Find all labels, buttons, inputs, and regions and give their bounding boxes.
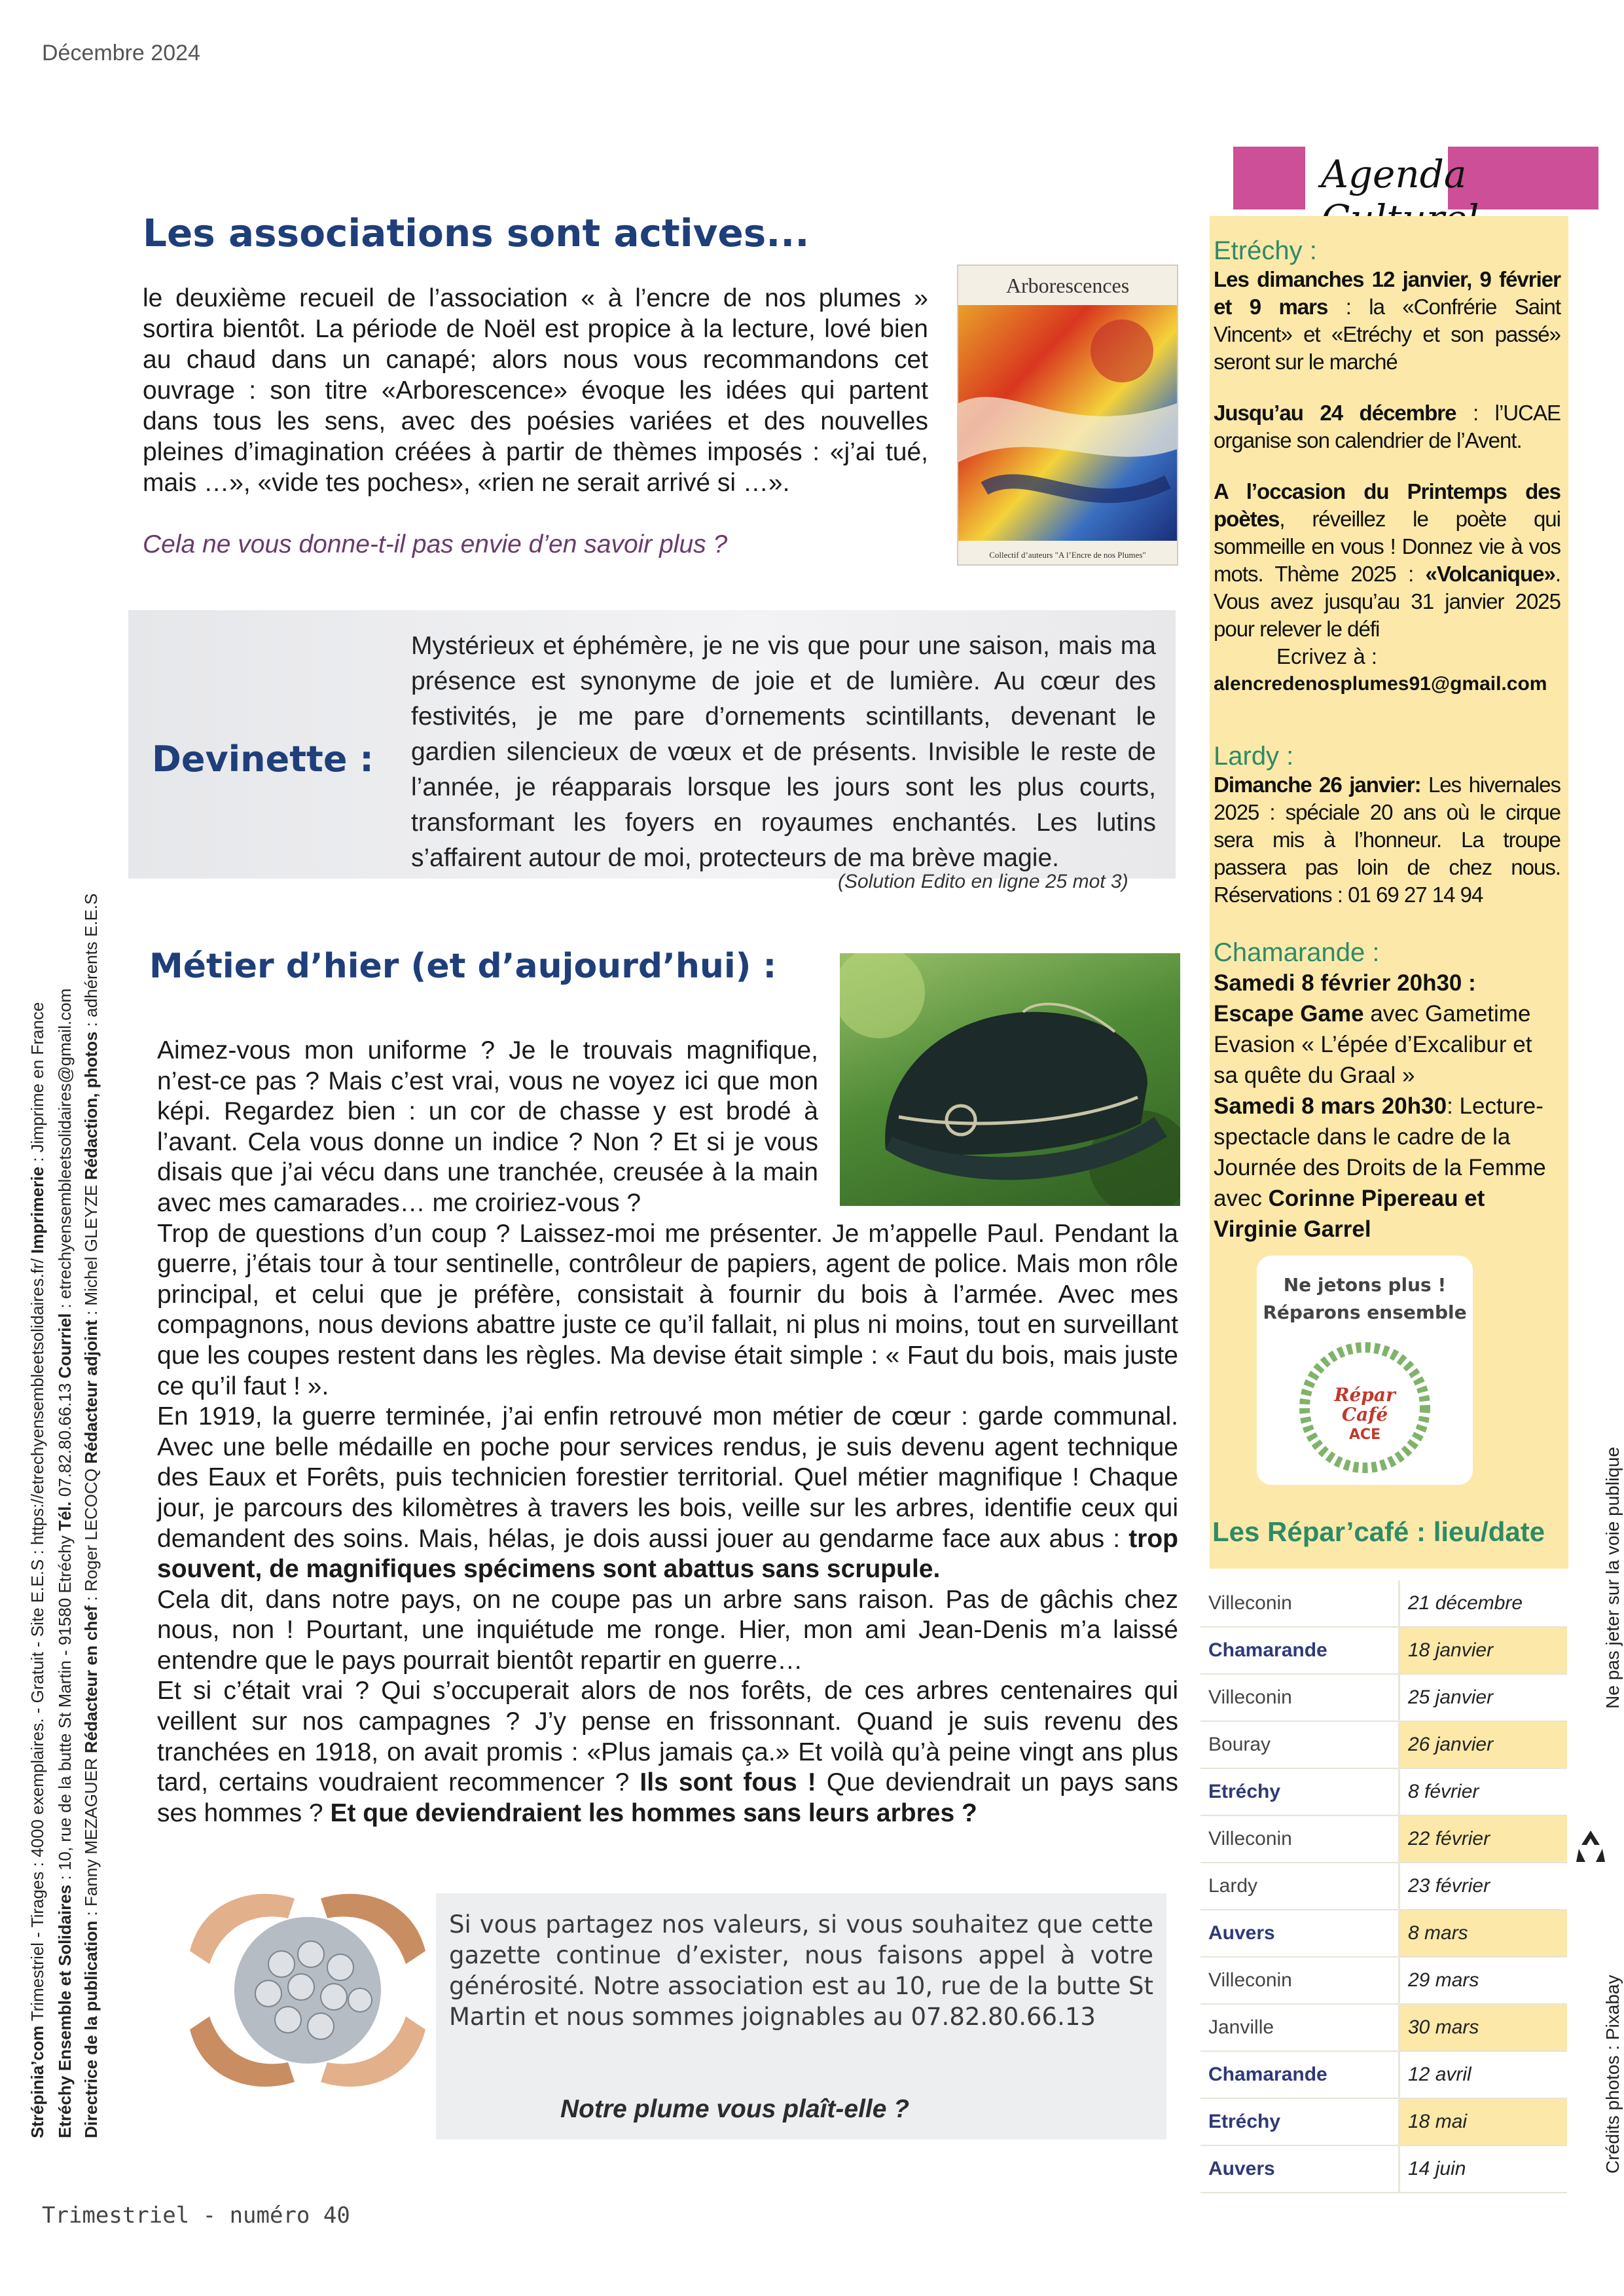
globe-hands-icon (177, 1872, 439, 2108)
repair-cafe-date: 12 avril (1399, 2051, 1568, 2098)
agenda-theme: «Volcanique» (1425, 562, 1555, 586)
agenda-write-label: Ecrivez à : (1276, 644, 1378, 668)
agenda-event-lardy (1214, 771, 1561, 909)
agenda-event-chamarande-2 (1214, 1091, 1561, 1245)
agenda-heading: Agenda (1321, 152, 1467, 196)
book-caption: Collectif d’auteurs "A l’Encre de nos Plumes" (989, 550, 1146, 560)
associations-title: Les associations sont actives... (143, 211, 810, 255)
imprint-brand: Strépinia’com (27, 2026, 47, 2138)
agenda-event-date: A l’occasion du Printemps des poètes (1214, 479, 1561, 531)
repair-cafe-row (1200, 1627, 1567, 1674)
agenda-etrechy (1214, 237, 1561, 698)
repair-cafe-place: Janville (1200, 2004, 1399, 2051)
imprint-info: : Fanny MEZAGUER (81, 1753, 101, 1921)
svg-text:Café: Café (1341, 1404, 1388, 1425)
imprint-info: : 10, rue de la butte St Martin - 91580 Etréchy (55, 1531, 75, 1885)
devinette-text: Mystérieux et éphémère, je ne vis que pour une saison, mais ma présence est synonyme de joie et de lumière. Au cœur des festivités, je me pare d’ornements scintillants, devenant le gardien silencieux de vœux et de présents. Invisible le reste de l’année, je réapparais lorsque les jours sont les plus courts, transformant les foyers en royaumes enchantés. Les lutins s’affairent autour de moi, protecteurs de ma brève magie. (411, 632, 1156, 872)
metier-p5-text-2: Que deviendrait un pays sans ses hommes ? (157, 1768, 1179, 1827)
metier-title: Métier d’hier (et d’aujourd’hui) : (149, 947, 777, 986)
repair-cafe-place: Villeconin (1200, 1957, 1399, 2004)
metier-paragraph-3 (157, 1402, 1178, 1585)
repair-cafe-row (1200, 1910, 1567, 1957)
footer-issue: Trimestriel - numéro 40 (42, 2202, 350, 2229)
side-public-notice: Ne pas jeter sur la voie publique (1602, 1446, 1623, 1709)
imprint-label: Courriel (55, 1313, 75, 1379)
agenda-event-date: Dimanche 26 janvier: (1214, 773, 1421, 797)
imprint-label: Tél. (55, 1501, 75, 1531)
imprint-line-3 (81, 894, 101, 2138)
imprint-label: Directrice de la publication (81, 1920, 101, 2138)
svg-text:ACE: ACE (1348, 1427, 1381, 1443)
agenda-event-3 (1214, 478, 1561, 643)
badge-line-1: Ne jetons plus ! (1283, 1274, 1447, 1296)
photo-credits: Crédits photos : Pixabay (1602, 1975, 1623, 2174)
devinette-source: (Solution Edito en ligne 25 mot 3) (838, 871, 1128, 892)
repair-cafe-date: 14 juin (1399, 2145, 1568, 2193)
metier-paragraph-4: Cela dit, dans notre pays, on ne coupe pas un arbre sans raison. Pas de gâchis chez nous, non ! Pourtant, une inquiétude me ronge. Hier, mon ami Jean-Denis m’a laissé entendre que le pays pourrait bientôt repartir en guerre… (157, 1585, 1178, 1675)
imprint-info: : Roger LECOCQ (81, 1463, 101, 1606)
agenda-event-text: : l’UCAE organise son calendrier de l’Avent. (1214, 401, 1561, 452)
metier-p3-text: En 1919, la guerre terminée, j’ai enfin retrouvé mon métier de cœur : garde communal. Avec une belle médaille en poche pour services rendus, je suis devenu agent technique des Eaux et Forêts, puis technicien forestier territorial. Quel métier magnifique ! Chaque jour, je parcours des kilomètres à travers les bois, veille sur les arbres, identifie ceux qui demandent des soins. Mais, hélas, je dois aussi jouer au gendarme face aux abus : (157, 1402, 1178, 1553)
associations-text: le deuxième recueil de l’association « à l’encre de nos plumes » sortira bientôt. La période de Noël est propice à la lecture, lové bien au chaud dans un canapé; alors nous vous recommandons cet ouvrage : son titre «Arborescence» évoque les idées qui partent dans tous les sens, avec des poésies variées et des nouvelles pleines d’imagination créées à partir de thèmes imposés : «j’ai tué, mais …», «vide tes poches», «rien ne serait arrivé si …». (143, 284, 928, 497)
hands-globe-image (177, 1872, 439, 2108)
imprint-info: : Michel GLEYZE (81, 1180, 101, 1321)
metier-article (157, 1036, 1178, 1829)
repair-cafe-row (1200, 1580, 1567, 1627)
repair-cafe-row (1200, 1768, 1567, 1815)
imprint-label: Etréchy Ensemble et Solidaires (55, 1884, 75, 2138)
repair-cafe-place: Bouray (1200, 1721, 1399, 1768)
agenda-city-etrechy: Etréchy : (1214, 236, 1317, 265)
repair-cafe-row (1200, 2051, 1567, 2098)
agenda-event-date: Les dimanches 12 janvier, 9 février et 9 mars (1214, 267, 1561, 319)
agenda-header-block (1233, 147, 1305, 210)
agenda-event-2 (1214, 399, 1561, 454)
repair-cafe-place: Etréchy (1200, 2098, 1399, 2145)
repair-cafe-date: 29 mars (1399, 1957, 1568, 2004)
badge-line-2: Réparons ensemble (1263, 1302, 1467, 1323)
agenda-event-names: Corinne Pipereau et Virginie Garrel (1214, 1186, 1485, 1242)
appeal-question: Notre plume vous plaît-elle ? (560, 2095, 910, 2123)
repair-cafe-badge (1257, 1256, 1473, 1485)
imprint-line-2 (55, 989, 75, 2138)
repair-cafe-row (1200, 1721, 1567, 1768)
imprint-info: 07.82.80.66.13 (55, 1378, 75, 1502)
repair-cafe-place: Villeconin (1200, 1674, 1399, 1721)
metier-paragraph-5 (157, 1676, 1178, 1829)
svg-text:Répar: Répar (1334, 1384, 1396, 1406)
agenda-event-date: Samedi 8 février 20h30 : (1214, 970, 1476, 996)
metier-paragraph-2: Trop de questions d’un coup ? Laissez-moi me présenter. Je m’appelle Paul. Pendant la guerre, j’étais tour à tour sentinelle, contrôleur de papiers, agent de police. Mais mon rôle principal, et celui que je préfère, consistait à fournir du bois à l’armée. Avec mes compagnons, nous devions abattre juste ce qu’il fallait, ni plus ni moins, tout en surveillant que les coupes restent dans les règles. Ma devise était simple : « Faut du bois, mais juste ce qu’il faut ! ». (157, 1219, 1178, 1400)
repair-cafe-date: 18 janvier (1399, 1627, 1568, 1674)
agenda-event-text: : la «Confrérie Saint Vincent» et «Etréchy et son passé» seront sur le marché (1214, 295, 1561, 374)
imprint-label: Rédacteur adjoint (81, 1320, 101, 1464)
imprint-label: Imprimerie (27, 1166, 47, 1254)
agenda-event-text: , réveillez le poète qui sommeille en vous ! Donnez vie à vos mots. Thème 2025 : (1214, 507, 1561, 586)
recycle-icon (1571, 1827, 1610, 1866)
repair-cafe-date: 26 janvier (1399, 1721, 1568, 1768)
book-painting (958, 305, 1177, 541)
imprint-label: Rédacteur en chef (81, 1605, 101, 1753)
repair-cafe-row (1200, 1957, 1567, 2004)
repair-cafe-row (1200, 2004, 1567, 2051)
repair-cafe-date: 21 décembre (1399, 1580, 1568, 1627)
repair-cafe-place: Villeconin (1200, 1815, 1399, 1863)
imprint-label: Rédaction, photos (81, 1031, 101, 1180)
repair-cafe-table (1200, 1580, 1567, 2193)
issue-date: Décembre 2024 (42, 41, 200, 65)
repair-cafe-date: 8 mars (1399, 1910, 1568, 1957)
associations-question: Cela ne vous donne-t-il pas envie d’en savoir plus ? (143, 530, 728, 558)
agenda-event-chamarande-1 (1214, 968, 1561, 1091)
repair-cafe-row (1200, 2098, 1567, 2145)
agenda-event-text: : Lecture-spectacle dans le cadre de la Journée des Droits de la Femme avec (1214, 1093, 1546, 1211)
book-title: Arborescences (1005, 274, 1130, 297)
book-cover-image (957, 264, 1178, 566)
repair-cafe-place: Lardy (1200, 1863, 1399, 1910)
agenda-event-text: avec Gametime Evasion « L’épée d’Excalibur et sa quête du Graal » (1214, 1001, 1532, 1088)
metier-p5-bold-2: Et que deviendraient les hommes sans leurs arbres ? (330, 1798, 977, 1827)
repair-cafe-date: 8 février (1399, 1768, 1568, 1815)
repair-cafe-row (1200, 1815, 1567, 1863)
agenda-event-name: Escape Game (1214, 1001, 1364, 1027)
repair-cafe-row (1200, 1674, 1567, 1721)
agenda-lardy (1214, 742, 1561, 909)
repair-cafe-date: 18 mai (1399, 2098, 1568, 2145)
metier-paragraph-1: Aimez-vous mon uniforme ? Je le trouvais magnifique, n’est-ce pas ? Mais c’est vrai, vous ne voyez ici que mon képi. Regardez bien : un cor de chasse y est brodé à l’avant. Cela vous donne un indice ? Non ? Et si je vous disais que j’ai vécu dans une tranchée, creusée à la main avec mes camarades… me croiriez-vous ? (157, 1036, 818, 1217)
repair-cafe-logo-icon (1257, 1256, 1473, 1485)
repair-cafe-title: Les Répar’café : lieu/date (1212, 1516, 1545, 1547)
repair-cafe-date: 25 janvier (1399, 1674, 1568, 1721)
repair-cafe-place: Villeconin (1200, 1580, 1399, 1627)
repair-cafe-place: Etréchy (1200, 1768, 1399, 1815)
agenda-event-date: Samedi 8 mars 20h30 (1214, 1093, 1447, 1119)
repair-cafe-place: Chamarande (1200, 2051, 1399, 2098)
repair-cafe-row (1200, 1863, 1567, 1910)
imprint-info: : Jimprime en France (27, 1002, 47, 1167)
agenda-city-lardy: Lardy : (1214, 742, 1294, 771)
agenda-city-chamarande: Chamarande : (1214, 938, 1380, 967)
metier-p3-bold: trop souvent, de magnifiques spécimens sont abattus sans scrupule. (157, 1524, 1178, 1584)
repair-cafe-place: Auvers (1200, 1910, 1399, 1957)
devinette-title: Devinette : (152, 738, 374, 780)
metier-p5-text: Et si c’était vrai ? Qui s’occuperait alors de nos forêts, de ces arbres centenaires qui veillent sur nos campagnes ? J’y pense en frissonnant. Quand je suis revenu des tranchées en 1918, on avait promis : «Plus jamais ça.» Et voilà qu’à peine vingt ans plus tard, certains voudraient recommencer ? (157, 1677, 1178, 1797)
agenda-event-text: . Vous avez jusqu’au 31 janvier 2025 pour relever le défi (1214, 562, 1561, 641)
appeal-text: Si vous partagez nos valeurs, si vous souhaitez que cette gazette continue d’exister, nous faisons appel à votre générosité. Notre association est au 10, rue de la butte St Martin et nous sommes joignables au 07.82.80.66.13 (449, 1910, 1153, 2031)
agenda-event-text: Les hivernales 2025 : spéciale 20 ans où le cirque sera mis à l’honneur. La troupe passera pas loin de chez nous. Réservations : 01 69 27 14 94 (1214, 773, 1561, 907)
agenda-event-1 (1214, 266, 1561, 376)
imprint-info: Trimestriel - Tirages : 4000 exemplaires. - Gratuit - Site E.E.S : https://etrechyensembleetsolidaires.fr/ (27, 1253, 47, 2026)
repair-cafe-date: 23 février (1399, 1863, 1568, 1910)
imprint-line-1 (27, 1002, 48, 2138)
imprint-info: : etrechyensembleetsolidaires@gmail.com (55, 988, 75, 1313)
imprint-info: : adhérents E.E.S (81, 893, 101, 1032)
agenda-email: alencredenosplumes91@gmail.com (1214, 673, 1547, 695)
repair-cafe-place: Auvers (1200, 2145, 1399, 2193)
repair-cafe-place: Chamarande (1200, 1627, 1399, 1674)
repair-cafe-date: 30 mars (1399, 2004, 1568, 2051)
agenda-event-date: Jusqu’au 24 décembre (1214, 401, 1456, 425)
agenda-chamarande (1214, 939, 1561, 1245)
metier-p5-bold-1: Ils sont fous ! (640, 1768, 816, 1797)
repair-cafe-row (1200, 2145, 1567, 2193)
repair-cafe-date: 22 février (1399, 1815, 1568, 1863)
